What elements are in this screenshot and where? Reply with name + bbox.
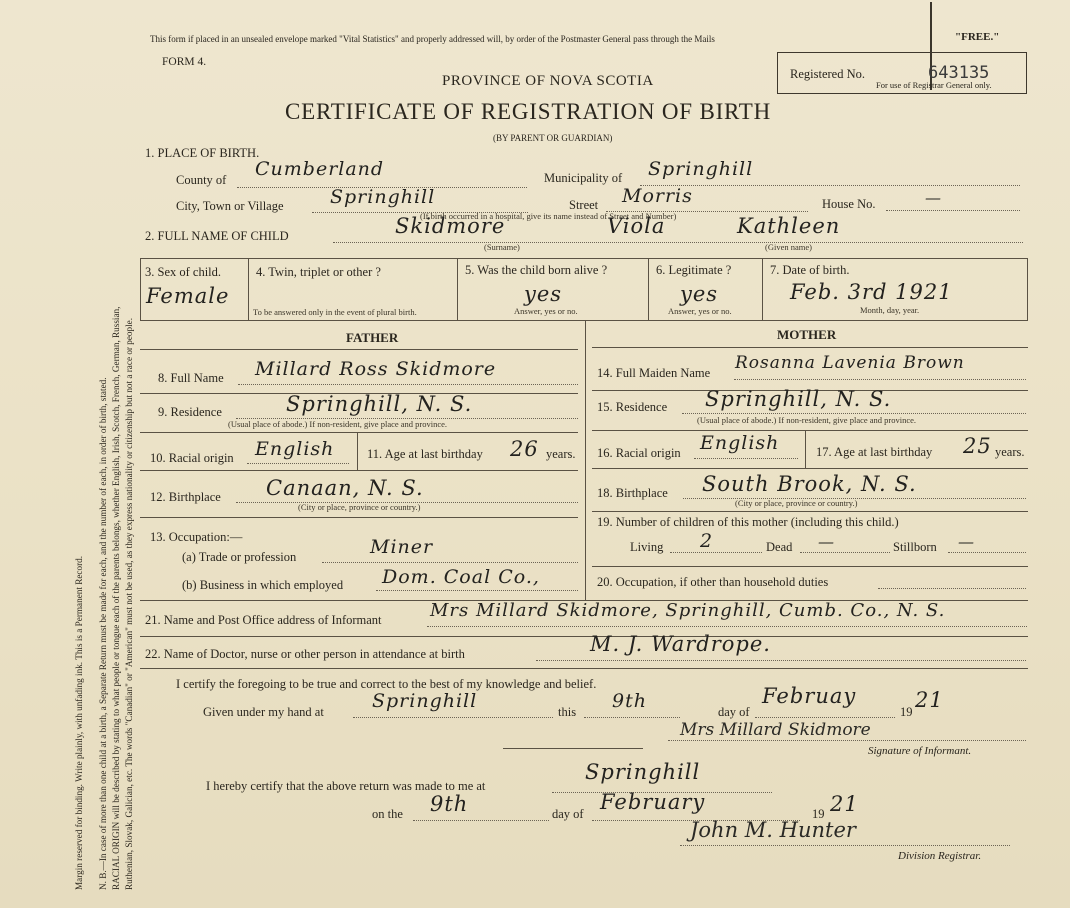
county-label: County of (176, 173, 227, 187)
given-place-value: Springhill (372, 690, 478, 712)
mother-race-value: English (700, 432, 780, 454)
father-trade-label: (a) Trade or profession (182, 550, 297, 564)
given-name-note: (Given name) (765, 242, 812, 252)
mother-residence-value: Springhill, N. S. (705, 387, 892, 411)
mother-age-label: 17. Age at last birthday (816, 445, 933, 459)
father-heading: FATHER (346, 330, 399, 345)
registrar-day-value: 9th (430, 792, 469, 816)
postal-notice: This form if placed in an unsealed envelope marked "Vital Statistics" and properly addressed will, by order of the Postmaster General pass through the Mails (150, 34, 715, 44)
mother-dead-value: — (818, 532, 835, 551)
mother-living-label: Living (630, 540, 664, 554)
mother-heading: MOTHER (777, 327, 837, 342)
municipality-value: Springhill (648, 158, 754, 180)
child-given-1: Viola (607, 214, 666, 238)
hospital-note: (If birth occurred in a hospital, give its name instead of Street and Number) (420, 211, 677, 221)
house-value: — (925, 188, 942, 207)
free-notice: "FREE." (955, 31, 1000, 43)
father-birthplace-note: (City or place, province or country.) (298, 502, 421, 512)
twin-note: To be answered only in the event of plural birth. (253, 307, 417, 317)
legitimate-label: 6. Legitimate ? (656, 263, 732, 277)
mother-age-value: 25 (963, 434, 992, 458)
father-business-label: (b) Business in which employed (182, 578, 344, 592)
mother-occupation-label: 20. Occupation, if other than household duties (597, 575, 829, 589)
father-age-years: years. (546, 447, 576, 461)
registered-number: 643135 (928, 63, 990, 83)
form-number: FORM 4. (162, 56, 207, 68)
father-birthplace-value: Canaan, N. S. (266, 476, 424, 500)
street-value: Morris (622, 185, 693, 207)
father-name-value: Millard Ross Skidmore (255, 358, 497, 380)
legitimate-answer-note: Answer, yes or no. (668, 306, 732, 316)
this-label: this (558, 705, 577, 719)
child-given-2: Kathleen (737, 214, 841, 238)
margin-note-3: RACIAL ORIGIN will be described by stating to what people or tongue each of the parents belongs, whether English, Irish, Scotch, French, German, Russian, (111, 306, 121, 890)
margin-note-1: Margin reserved for binding. Write plainly, with unfading ink. This is a Permanent Record. (74, 555, 84, 890)
mother-birthplace-value: South Brook, N. S. (702, 472, 917, 496)
father-business-value: Dom. Coal Co., (382, 566, 540, 588)
doctor-label: 22. Name of Doctor, nurse or other person in attendance at birth (145, 647, 465, 661)
surname-note: (Surname) (484, 242, 520, 252)
mother-name-label: 14. Full Maiden Name (597, 366, 711, 380)
informant-caption: Signature of Informant. (868, 745, 972, 757)
street-label: Street (569, 198, 599, 212)
month-value: Februay (762, 684, 857, 708)
year-value: 21 (915, 688, 944, 712)
alive-value: yes (524, 282, 563, 306)
registered-label: Registered No. (790, 67, 865, 81)
this-day-value: 9th (612, 690, 647, 712)
child-surname: Skidmore (395, 214, 506, 238)
registrar-year-prefix: 19 (812, 807, 825, 821)
registrar-caption: Division Registrar. (898, 850, 982, 862)
father-name-label: 8. Full Name (158, 371, 224, 385)
province-heading: PROVINCE OF NOVA SCOTIA (442, 73, 654, 89)
informant-signature: Mrs Millard Skidmore (680, 720, 871, 740)
twin-label: 4. Twin, triplet or other ? (256, 265, 381, 279)
mother-race-label: 16. Racial origin (597, 446, 681, 460)
city-value: Springhill (330, 186, 436, 208)
municipality-label: Municipality of (544, 171, 623, 185)
dob-value: Feb. 3rd 1921 (790, 280, 953, 304)
registrar-statement: I hereby certify that the above return was made to me at (206, 779, 486, 793)
mother-birthplace-label: 18. Birthplace (597, 486, 668, 500)
registration-box (777, 52, 1027, 94)
margin-note-2: N. B.—In case of more than one child at a birth, a Separate Return must be made for each, and the number of each, in order of birth, stated. (98, 377, 108, 890)
page-title: CERTIFICATE OF REGISTRATION OF BIRTH (285, 99, 772, 124)
registrar-signature: John M. Hunter (690, 818, 856, 842)
house-label: House No. (822, 197, 876, 211)
father-occupation-label: 13. Occupation:— (150, 530, 243, 544)
day-of-label: day of (718, 705, 750, 719)
registrar-month-value: February (600, 790, 706, 814)
page-subtitle: (BY PARENT OR GUARDIAN) (493, 133, 613, 143)
dob-label: 7. Date of birth. (770, 263, 850, 277)
mother-residence-label: 15. Residence (597, 400, 668, 414)
father-age-label: 11. Age at last birthday (367, 447, 483, 461)
registered-note: For use of Registrar General only. (876, 80, 992, 90)
father-race-value: English (255, 438, 335, 460)
county-value: Cumberland (255, 158, 385, 180)
informant-value: Mrs Millard Skidmore, Springhill, Cumb. Co., N. S. (430, 600, 946, 621)
alive-label: 5. Was the child born alive ? (465, 263, 608, 277)
sex-value: Female (146, 284, 230, 308)
margin-note-4: Ruthenian, Slovak, Galician, etc. The words "Canadian" or "American" must not be used, as they express nationality or citizenship but not a race or people. (124, 317, 134, 890)
mother-living-value: 2 (700, 530, 714, 552)
registrar-day-of-label: day of (552, 807, 584, 821)
place-of-birth-heading: 1. PLACE OF BIRTH. (145, 146, 260, 160)
mother-dead-label: Dead (766, 540, 793, 554)
informant-label: 21. Name and Post Office address of Informant (145, 613, 382, 627)
mother-birthplace-note: (City or place, province or country.) (735, 498, 858, 508)
mother-children-label: 19. Number of children of this mother (including this child.) (597, 515, 899, 529)
on-the-label: on the (372, 807, 403, 821)
father-birthplace-label: 12. Birthplace (150, 490, 221, 504)
father-residence-note: (Usual place of abode.) If non-resident, give place and province. (228, 419, 448, 429)
father-trade-value: Miner (370, 536, 434, 558)
mother-residence-note: (Usual place of abode.) If non-resident, give place and province. (697, 415, 917, 425)
doctor-value: M. J. Wardrope. (590, 632, 771, 656)
mother-stillborn-value: — (958, 532, 975, 551)
mother-name-value: Rosanna Lavenia Brown (735, 353, 965, 373)
father-residence-label: 9. Residence (158, 405, 222, 419)
mother-age-years: years. (995, 445, 1025, 459)
father-age-value: 26 (510, 437, 539, 461)
registrar-year-value: 21 (830, 792, 859, 816)
binding-margin (8, 30, 132, 890)
year-prefix: 19 (900, 705, 913, 719)
city-label: City, Town or Village (176, 199, 284, 213)
child-name-label: 2. FULL NAME OF CHILD (145, 229, 289, 243)
legitimate-value: yes (680, 282, 719, 306)
father-residence-value: Springhill, N. S. (286, 392, 473, 416)
certify-statement: I certify the foregoing to be true and correct to the best of my knowledge and belief. (176, 677, 597, 691)
father-race-label: 10. Racial origin (150, 451, 234, 465)
dob-note: Month, day, year. (860, 305, 920, 315)
mother-stillborn-label: Stillborn (893, 540, 937, 554)
alive-answer-note: Answer, yes or no. (514, 306, 578, 316)
given-under-label: Given under my hand at (203, 705, 324, 719)
registrar-place-value: Springhill (585, 760, 701, 784)
sex-label: 3. Sex of child. (145, 265, 222, 279)
